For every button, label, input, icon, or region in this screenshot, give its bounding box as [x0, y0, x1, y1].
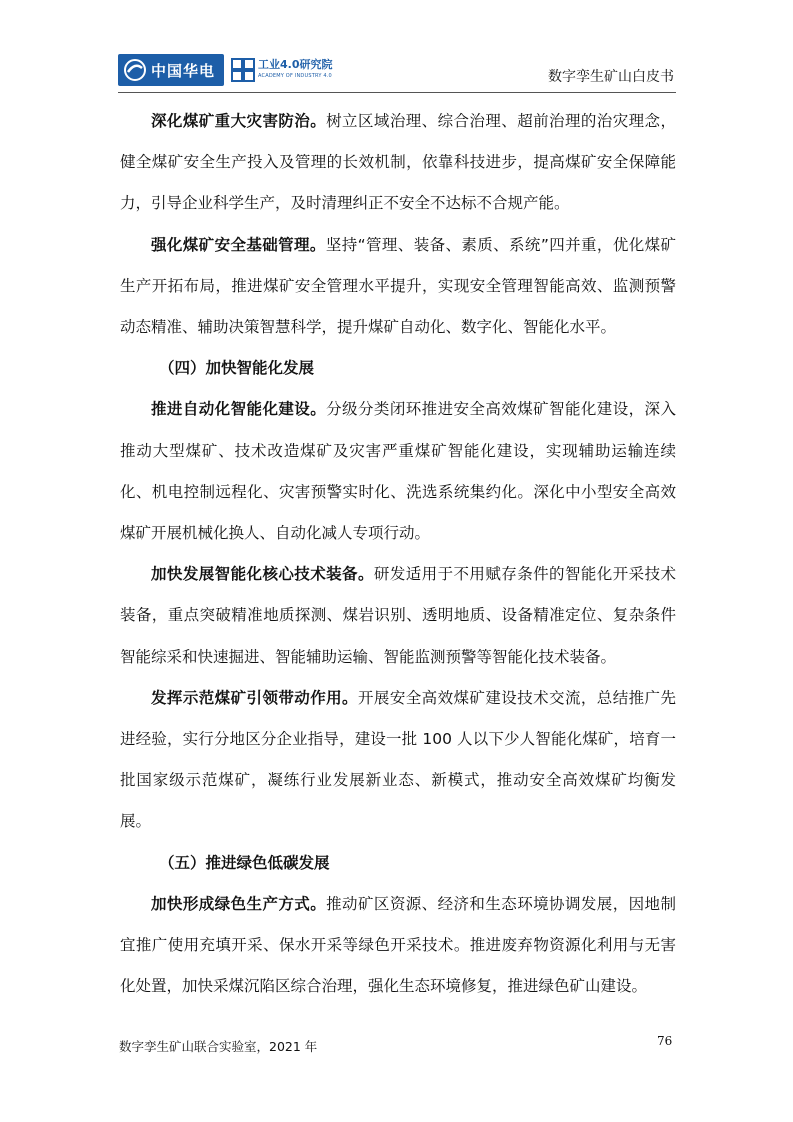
- paragraph-lead: 推进自动化智能化建设。: [151, 400, 327, 419]
- paragraph-lead: 强化煤矿安全基础管理。: [151, 235, 326, 254]
- paragraph: [120, 884, 676, 1008]
- paragraph-text: 研发适用于不用赋存条件的智能化开采技术装备，重点突破精准地质探测、煤岩识别、透明地质、设备精准定位、复杂条件智能综采和快速掘进、智能辅助运输、智能监测预警等智能化技术装备。: [120, 565, 676, 666]
- footer-source: 数字孪生矿山联合实验室，2021 年: [119, 1039, 318, 1054]
- huadian-logo-icon: [123, 58, 147, 82]
- paragraph: [120, 678, 676, 843]
- huadian-logo: [118, 54, 224, 86]
- paragraph-text: 开展安全高效煤矿建设技术交流，总结推广先进经验，实行分地区分企业指导，建设一批 100 人以下少人智能化煤矿，培育一批国家级示范煤矿，凝练行业发展新业态、新模式，推动安全高效煤矿均衡发展。: [120, 688, 676, 831]
- section-heading: （五）推进绿色低碳发展: [159, 853, 330, 872]
- academy-logo-text: 工业4.0研究院: [258, 58, 333, 71]
- section-heading: （四）加快智能化发展: [159, 359, 315, 378]
- academy-logo-subtext: ACADEMY OF INDUSTRY 4.0: [258, 73, 332, 79]
- paragraph-lead: 加快发展智能化核心技术装备。: [151, 565, 374, 584]
- paragraph: [120, 101, 676, 225]
- paragraph-lead: 发挥示范煤矿引领带动作用。: [151, 688, 358, 707]
- huadian-logo-text: 中国华电: [151, 61, 216, 80]
- header-divider: [118, 92, 676, 93]
- paragraph: [120, 225, 676, 349]
- page-header: [118, 52, 676, 90]
- paragraph-text: 推动矿区资源、经济和生态环境协调发展，因地制宜推广使用充填开采、保水开采等绿色开采技术。推进废弃物资源化利用与无害化处置，加快采煤沉陷区综合治理，强化生态环境修复，推进绿色矿山建设。: [120, 894, 676, 996]
- paragraph-text: 树立区域治理、综合治理、超前治理的治灾理念，健全煤矿安全生产投入及管理的长效机制，依靠科技进步，提高煤矿安全保障能力，引导企业科学生产，及时清理纠正不安全不达标不合规产能。: [120, 112, 676, 213]
- page-number: 76: [657, 1034, 673, 1048]
- academy-logo-icon: [230, 57, 256, 83]
- academy-logo: [230, 55, 342, 87]
- page-body: [120, 101, 676, 1007]
- paragraph-lead: 加快形成绿色生产方式。: [151, 894, 327, 913]
- document-title: 数字孪生矿山白皮书: [548, 69, 674, 85]
- paragraph: [120, 554, 676, 678]
- paragraph: [120, 389, 676, 554]
- paragraph-lead: 深化煤矿重大灾害防治。: [151, 112, 327, 130]
- paragraph-text: 坚持“管理、装备、素质、系统”四并重，优化煤矿生产开拓布局，推进煤矿安全管理水平提升，实现安全管理智能高效、监测预警动态精准、辅助决策智慧科学，提升煤矿自动化、数字化、智能化水平。: [120, 235, 676, 337]
- paragraph-text: 分级分类闭环推进安全高效煤矿智能化建设，深入推动大型煤矿、技术改造煤矿及灾害严重煤矿智能化建设，实现辅助运输连续化、机电控制远程化、灾害预警实时化、洗选系统集约化。深化中小型安全高效煤矿开展机械化换人、自动化减人专项行动。: [120, 400, 676, 543]
